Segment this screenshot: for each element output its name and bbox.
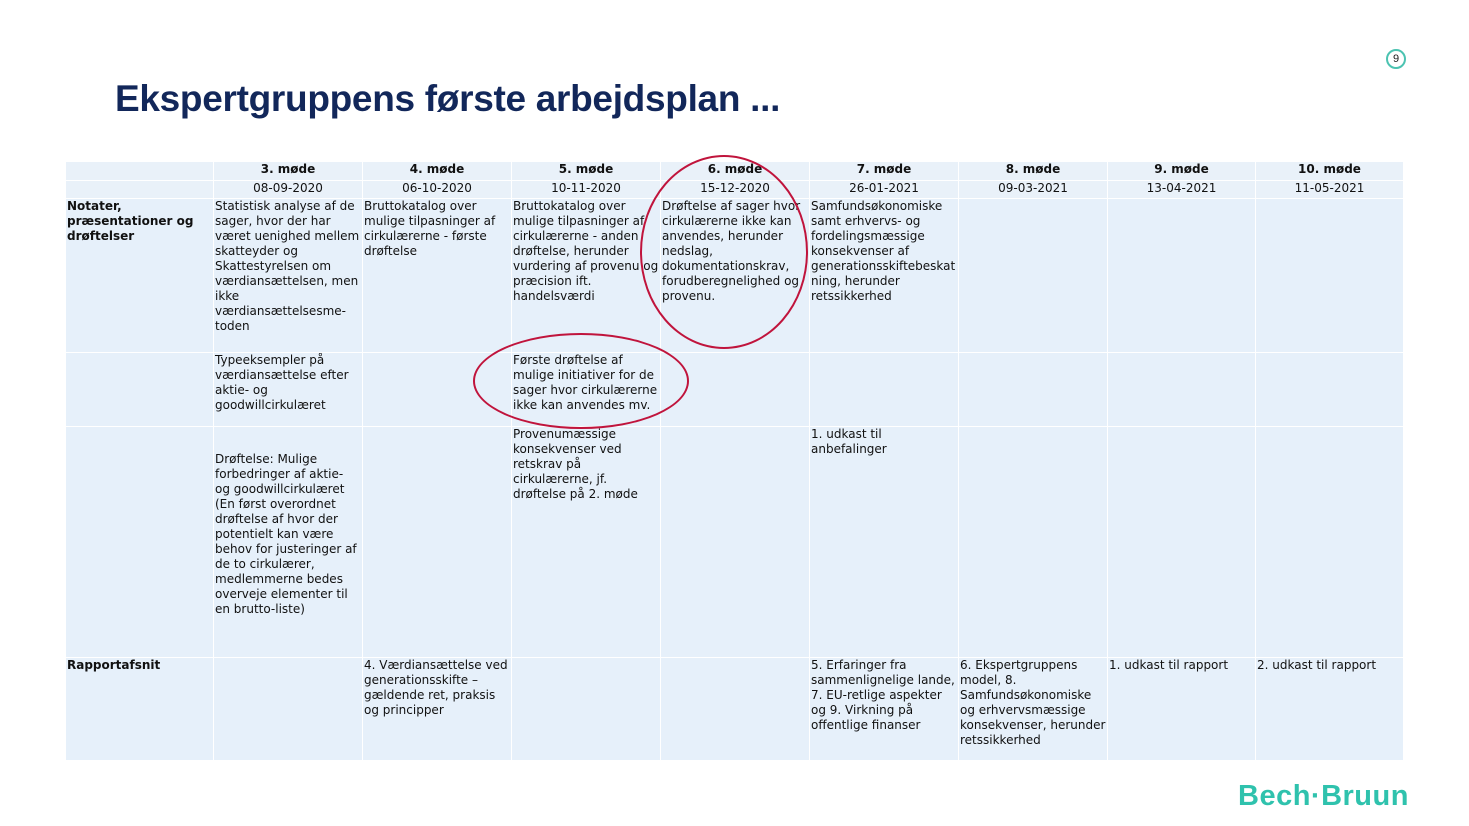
meeting-date: 09-03-2021 xyxy=(959,181,1108,199)
plan-cell: Bruttokatalog over mulige tilpasninger af cirkulærerne - anden drøftelse, herunder vurdering af provenu og præcision ift. handelsværdi xyxy=(512,199,661,353)
meeting-date: 15-12-2020 xyxy=(661,181,810,199)
meeting-header: 9. møde xyxy=(1108,162,1256,181)
meeting-header: 3. møde xyxy=(214,162,363,181)
plan-cell: Drøftelse: Mulige forbedringer af aktie- og goodwillcirkulæret (En først overordnet drøftelse af hvor der potentielt kan være behov for justeringer af de to cirkulærer, medlemmerne bedes overveje elementer til en brutto-liste) xyxy=(214,427,363,658)
plan-cell xyxy=(1256,353,1404,427)
bech-bruun-logo: Bech·Bruun xyxy=(1238,780,1409,812)
plan-cell xyxy=(1108,353,1256,427)
plan-cell xyxy=(1108,427,1256,658)
plan-cell xyxy=(363,427,512,658)
plan-cell xyxy=(661,353,810,427)
table-row xyxy=(66,199,1404,353)
plan-cell: Første drøftelse af mulige initiativer for de sager hvor cirkulærerne ikke kan anvendes mv. xyxy=(512,353,661,427)
plan-cell xyxy=(512,658,661,761)
plan-cell xyxy=(1256,199,1404,353)
plan-cell xyxy=(959,427,1108,658)
plan-cell: Provenumæssige konsekvenser ved retskrav på cirkulærerne, jf. drøftelse på 2. møde xyxy=(512,427,661,658)
plan-cell: 5. Erfaringer fra sammenlignelige lande, 7. EU-retlige aspekter og 9. Virkning på offentlige finanser xyxy=(810,658,959,761)
plan-cell xyxy=(959,199,1108,353)
meeting-header: 10. møde xyxy=(1256,162,1404,181)
header-corner-cell xyxy=(66,162,214,181)
plan-cell xyxy=(214,658,363,761)
work-plan-table xyxy=(65,161,1404,761)
row-label: Notater, præsentationer og drøftelser xyxy=(66,199,214,353)
meeting-header: 4. møde xyxy=(363,162,512,181)
meeting-date: 13-04-2021 xyxy=(1108,181,1256,199)
plan-cell: 1. udkast til rapport xyxy=(1108,658,1256,761)
meeting-header: 6. møde xyxy=(661,162,810,181)
plan-cell xyxy=(1108,199,1256,353)
meeting-header: 8. møde xyxy=(959,162,1108,181)
table-row xyxy=(66,427,1404,658)
plan-cell xyxy=(810,353,959,427)
table-row xyxy=(66,658,1404,761)
meeting-date: 26-01-2021 xyxy=(810,181,959,199)
meeting-header-row xyxy=(66,162,1404,181)
row-label: Rapportafsnit xyxy=(66,658,214,761)
plan-cell: 6. Ekspertgruppens model, 8. Samfundsøkonomiske og erhvervsmæssige konsekvenser, herunder retssikkerhed xyxy=(959,658,1108,761)
meeting-date: 10-11-2020 xyxy=(512,181,661,199)
plan-cell: Typeeksempler på værdiansættelse efter aktie- og goodwillcirkulæret xyxy=(214,353,363,427)
date-corner-cell xyxy=(66,181,214,199)
page-number-badge: 9 xyxy=(1386,49,1406,69)
plan-cell: Samfundsøkonomiske samt erhvervs- og fordelingsmæssige konsekvenser af generationsskiftebeskatning, herunder retssikkerhed xyxy=(810,199,959,353)
table-row xyxy=(66,353,1404,427)
plan-cell: 1. udkast til anbefalinger xyxy=(810,427,959,658)
plan-cell: 4. Værdiansættelse ved generationsskifte – gældende ret, praksis og principper xyxy=(363,658,512,761)
meeting-date: 11-05-2021 xyxy=(1256,181,1404,199)
meeting-header: 5. møde xyxy=(512,162,661,181)
meeting-date-row xyxy=(66,181,1404,199)
plan-cell xyxy=(661,427,810,658)
row-label xyxy=(66,353,214,427)
plan-cell: 2. udkast til rapport xyxy=(1256,658,1404,761)
plan-cell xyxy=(661,658,810,761)
plan-cell: Statistisk analyse af de sager, hvor der har været uenighed mellem skatteyder og Skattestyrelsen om værdiansættelsen, men ikke værdiansættelsesme-toden xyxy=(214,199,363,353)
plan-cell xyxy=(959,353,1108,427)
plan-cell xyxy=(363,353,512,427)
plan-cell: Bruttokatalog over mulige tilpasninger af cirkulærerne - første drøftelse xyxy=(363,199,512,353)
plan-cell: Drøftelse af sager hvor cirkulærerne ikke kan anvendes, herunder nedslag, dokumentationskrav, forudberegnelighed og provenu. xyxy=(661,199,810,353)
meeting-date: 08-09-2020 xyxy=(214,181,363,199)
row-label xyxy=(66,427,214,658)
plan-cell xyxy=(1256,427,1404,658)
slide-title: Ekspertgruppens første arbejdsplan ... xyxy=(115,78,781,119)
meeting-header: 7. møde xyxy=(810,162,959,181)
meeting-date: 06-10-2020 xyxy=(363,181,512,199)
